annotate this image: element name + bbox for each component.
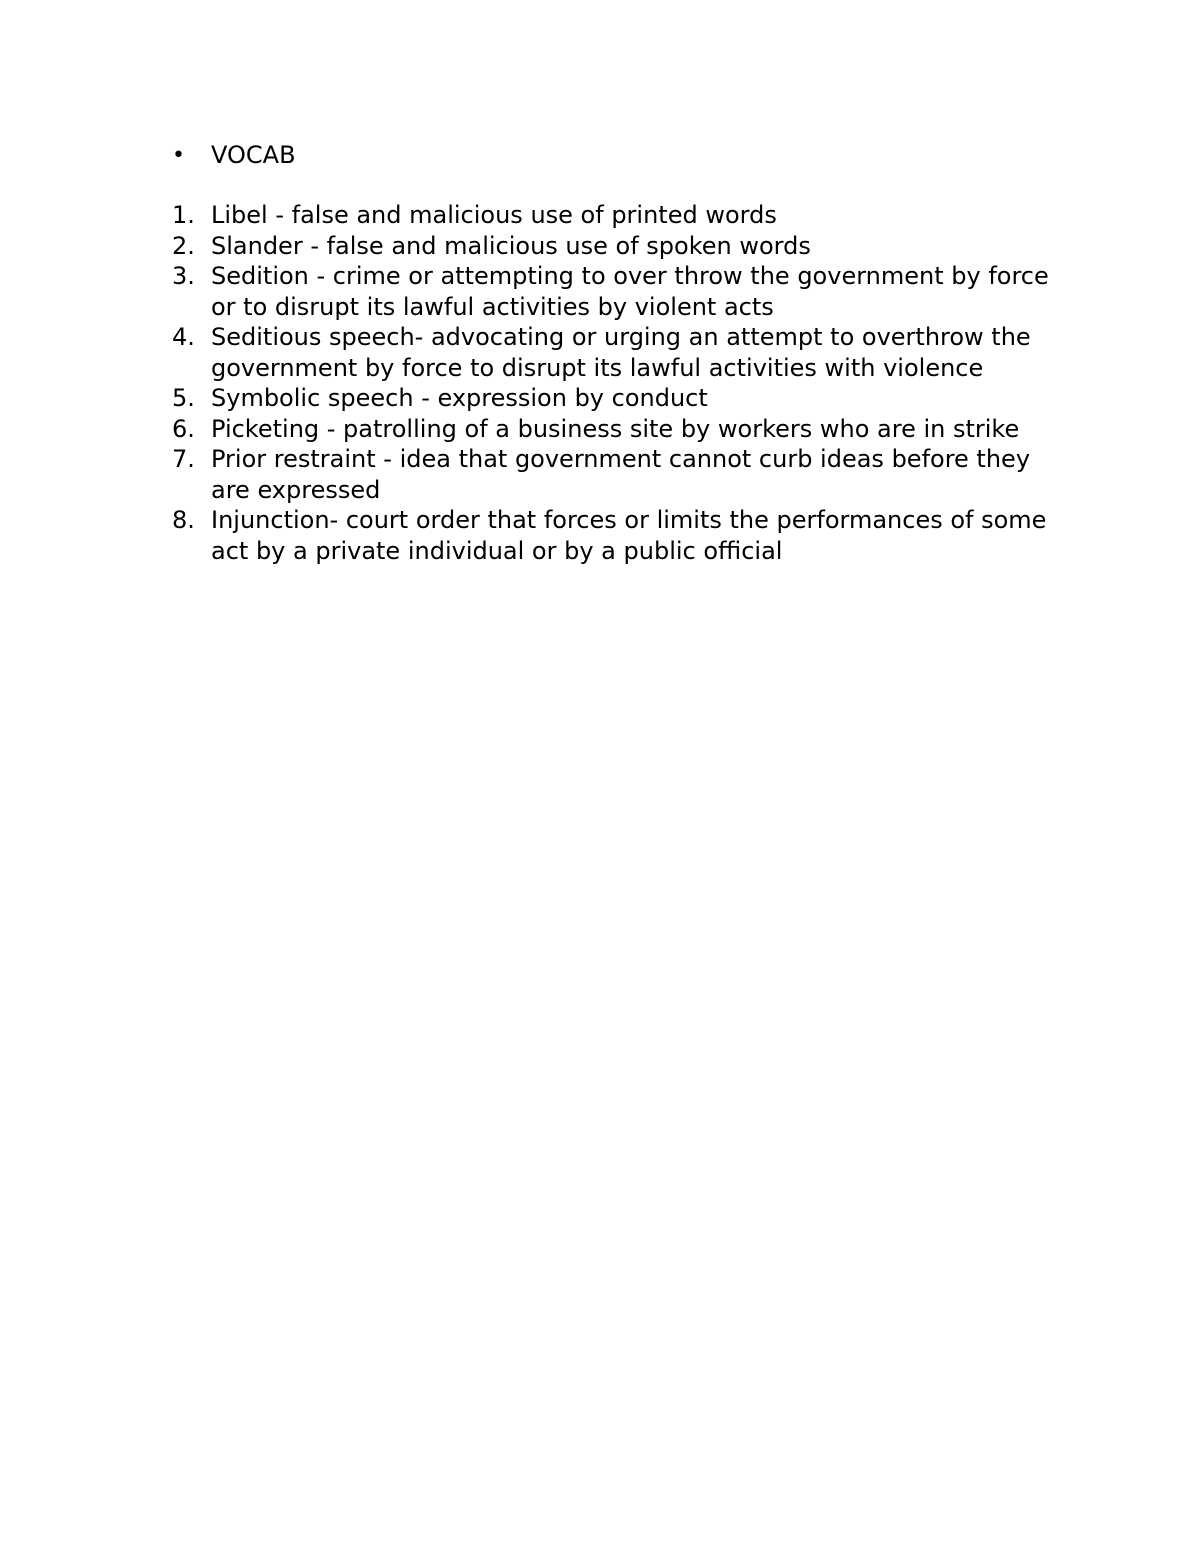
list-item-text: Seditious speech- advocating or urging an attempt to overthrow the government by force to disrupt its lawful activities with violence bbox=[211, 323, 1031, 382]
list-item bbox=[172, 444, 1052, 505]
list-item-number: 1. bbox=[172, 201, 195, 229]
bullet-icon: • bbox=[172, 143, 185, 168]
list-item-number: 3. bbox=[172, 262, 195, 290]
list-item bbox=[172, 414, 1052, 445]
list-item-text: Picketing - patrolling of a business site by workers who are in strike bbox=[211, 414, 1020, 443]
list-item-number: 5. bbox=[172, 384, 195, 412]
list-item-number: 6. bbox=[172, 414, 195, 443]
list-item bbox=[172, 200, 1052, 231]
list-item bbox=[172, 383, 1052, 414]
list-item-text: Injunction- court order that forces or limits the performances of some act by a private individual or by a public official bbox=[211, 506, 1047, 565]
list-item-number: 4. bbox=[172, 323, 195, 351]
list-item bbox=[172, 261, 1052, 322]
list-item-text: Symbolic speech - expression by conduct bbox=[211, 384, 708, 412]
list-item-text: Prior restraint - idea that government cannot curb ideas before they are expressed bbox=[211, 445, 1031, 504]
vocab-heading: VOCAB bbox=[211, 141, 296, 169]
list-item-text: Slander - false and malicious use of spoken words bbox=[211, 231, 811, 260]
list-item-number: 2. bbox=[172, 231, 195, 260]
list-item bbox=[172, 505, 1052, 566]
list-item-text: Sedition - crime or attempting to over throw the government by force or to disrupt its lawful activities by violent acts bbox=[211, 262, 1049, 321]
vocab-heading-row bbox=[172, 140, 1052, 171]
list-item-number: 7. bbox=[172, 445, 195, 473]
list-item-number: 8. bbox=[172, 506, 195, 534]
document-body bbox=[172, 140, 1052, 566]
vocab-list bbox=[172, 200, 1052, 566]
list-item bbox=[172, 322, 1052, 383]
list-item-text: Libel - false and malicious use of printed words bbox=[211, 201, 777, 229]
list-item bbox=[172, 231, 1052, 262]
